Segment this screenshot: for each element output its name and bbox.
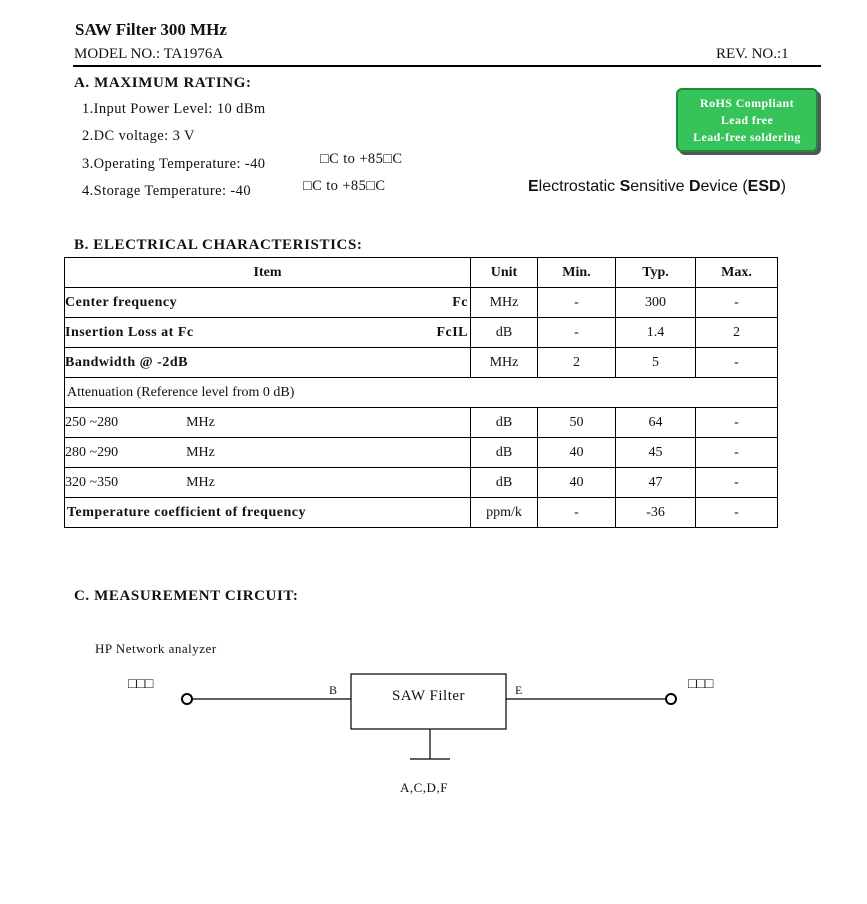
attenuation-label-row (65, 378, 778, 408)
esd-close: ) (780, 178, 786, 195)
right-port-label: □□□ (688, 677, 714, 692)
input-terminal (182, 694, 192, 704)
left-port-label: □□□ (128, 677, 154, 692)
unit-cell: dB (471, 468, 538, 498)
table-row (65, 318, 778, 348)
table-row (65, 468, 778, 498)
item-name: Center frequency (65, 294, 178, 310)
esd-d: D (688, 178, 701, 195)
esd-abbr: ESD (747, 178, 781, 195)
typ-cell: 47 (616, 468, 696, 498)
col-item: Item (65, 258, 471, 288)
row-label (65, 438, 471, 468)
table-row (65, 438, 778, 468)
rating-item-2: 2.DC voltage: 3 V (82, 128, 195, 144)
esd-e: E (528, 178, 539, 195)
analyzer-label: HP Network analyzer (95, 641, 217, 656)
min-cell: 2 (538, 348, 616, 378)
table-row (65, 288, 778, 318)
max-rating-heading: A. MAXIMUM RATING: (74, 75, 252, 91)
item-symbol: FcIL (436, 324, 468, 340)
unit-cell: dB (471, 408, 538, 438)
operating-temp-range: □C to +85□C (320, 151, 403, 167)
row-label (65, 408, 471, 438)
max-cell: - (696, 498, 778, 528)
max-cell: - (696, 408, 778, 438)
esd-d-rest: evice ( (700, 178, 748, 195)
min-cell: 40 (538, 438, 616, 468)
esd-e-rest: lectrostatic (538, 178, 620, 195)
freq-range: 250 ~280 (65, 414, 119, 430)
freq-unit: MHz (186, 444, 215, 460)
electrical-heading: B. ELECTRICAL CHARACTERISTICS: (74, 237, 363, 253)
row-label (65, 318, 471, 348)
freq-unit: MHz (186, 474, 215, 490)
model-number: MODEL NO.: TA1976A (74, 46, 224, 62)
unit-cell: ppm/k (471, 498, 538, 528)
row-label (65, 468, 471, 498)
unit-cell: MHz (471, 288, 538, 318)
freq-range: 280 ~290 (65, 444, 119, 460)
typ-cell: 45 (616, 438, 696, 468)
electrical-table (64, 257, 778, 528)
esd-s-rest: ensitive (630, 178, 689, 195)
rating-item-3: 3.Operating Temperature: -40 (82, 156, 266, 172)
header-rule (73, 65, 821, 67)
pin-e-label: E (515, 683, 523, 697)
max-cell: - (696, 438, 778, 468)
rohs-line-3: Lead-free soldering (693, 130, 801, 144)
max-cell: - (696, 468, 778, 498)
attenuation-label: Attenuation (Reference level from 0 dB) (65, 378, 778, 408)
rohs-line-2: Lead free (720, 113, 774, 127)
unit-cell: dB (471, 438, 538, 468)
freq-unit: MHz (186, 414, 215, 430)
table-header-row (65, 258, 778, 288)
pin-b-label: B (329, 683, 338, 697)
table-row (65, 408, 778, 438)
filter-label: SAW Filter (391, 688, 466, 704)
item-name: Insertion Loss at Fc (65, 324, 194, 340)
unit-cell: dB (471, 318, 538, 348)
rating-item-1: 1.Input Power Level: 10 dBm (82, 101, 266, 117)
row-label (65, 348, 471, 378)
row-label: Temperature coefficient of frequency (65, 498, 471, 528)
item-symbol: Fc (452, 294, 468, 310)
output-terminal (666, 694, 676, 704)
min-cell: - (538, 318, 616, 348)
min-cell: 50 (538, 408, 616, 438)
col-typ: Typ. (616, 258, 696, 288)
rohs-line-1: RoHS Compliant (700, 96, 794, 110)
row-label (65, 288, 471, 318)
storage-temp-range: □C to +85□C (303, 178, 386, 194)
max-cell: - (696, 348, 778, 378)
typ-cell: 300 (616, 288, 696, 318)
col-max: Max. (696, 258, 778, 288)
col-unit: Unit (471, 258, 538, 288)
typ-cell: 64 (616, 408, 696, 438)
max-cell: 2 (696, 318, 778, 348)
table-row (65, 348, 778, 378)
min-cell: 40 (538, 468, 616, 498)
ground-pins-label: A,C,D,F (400, 780, 448, 795)
circuit-heading: C. MEASUREMENT CIRCUIT: (74, 588, 299, 604)
rating-item-4: 4.Storage Temperature: -40 (82, 183, 251, 199)
esd-label (528, 178, 786, 196)
rohs-badge (676, 88, 818, 152)
item-name: Bandwidth @ -2dB (65, 354, 188, 370)
max-cell: - (696, 288, 778, 318)
min-cell: - (538, 288, 616, 318)
typ-cell: 1.4 (616, 318, 696, 348)
document-title: SAW Filter 300 MHz (75, 20, 227, 39)
esd-s: S (619, 178, 631, 195)
unit-cell: MHz (471, 348, 538, 378)
col-min: Min. (538, 258, 616, 288)
typ-cell: -36 (616, 498, 696, 528)
typ-cell: 5 (616, 348, 696, 378)
revision-number: REV. NO.:1 (716, 46, 789, 62)
min-cell: - (538, 498, 616, 528)
table-row (65, 498, 778, 528)
freq-range: 320 ~350 (65, 474, 119, 490)
